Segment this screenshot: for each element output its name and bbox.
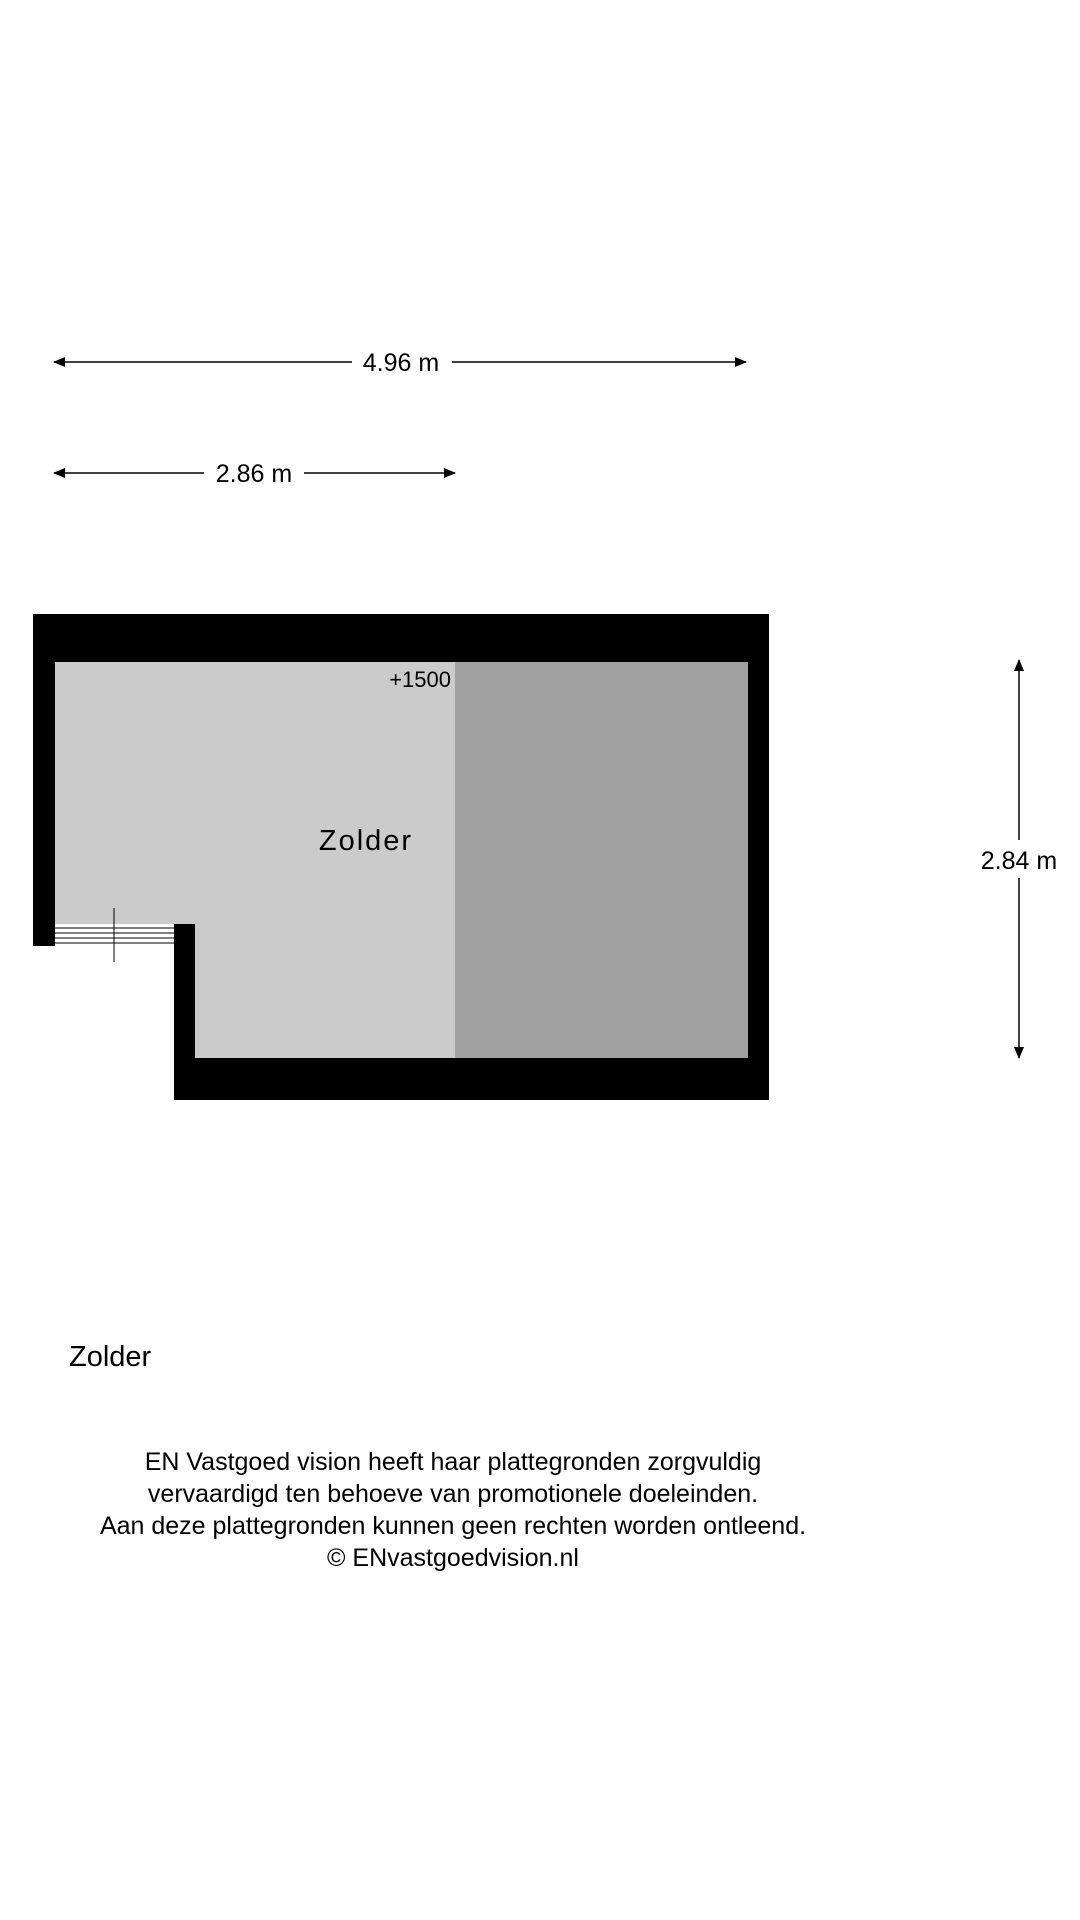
floor-area-light	[55, 662, 455, 1058]
dimension-label-height: 2.84 m	[980, 847, 1058, 875]
dimension-partial-width	[54, 460, 455, 488]
dimension-label-total-width: 4.96 m	[362, 349, 440, 377]
dimension-label-partial-width: 2.86 m	[215, 460, 293, 488]
level-marker: +1500	[389, 667, 451, 692]
floor-area-dark	[455, 662, 748, 1058]
copyright-line: © ENvastgoedvision.nl	[327, 1544, 579, 1572]
dimension-total-width	[54, 349, 746, 377]
floor-caption: Zolder	[69, 1341, 152, 1373]
dimension-height	[981, 660, 1057, 1058]
wall-stub	[33, 924, 55, 946]
disclaimer-line: vervaardigd ten behoeve van promotionele doeleinden.	[147, 1480, 759, 1508]
disclaimer-line: EN Vastgoed vision heeft haar plattegronden zorgvuldig	[144, 1448, 762, 1476]
room-label: Zolder	[318, 825, 414, 857]
disclaimer	[0, 1446, 906, 1574]
disclaimer-line: Aan deze plattegronden kunnen geen rechten worden ontleend.	[99, 1512, 807, 1540]
